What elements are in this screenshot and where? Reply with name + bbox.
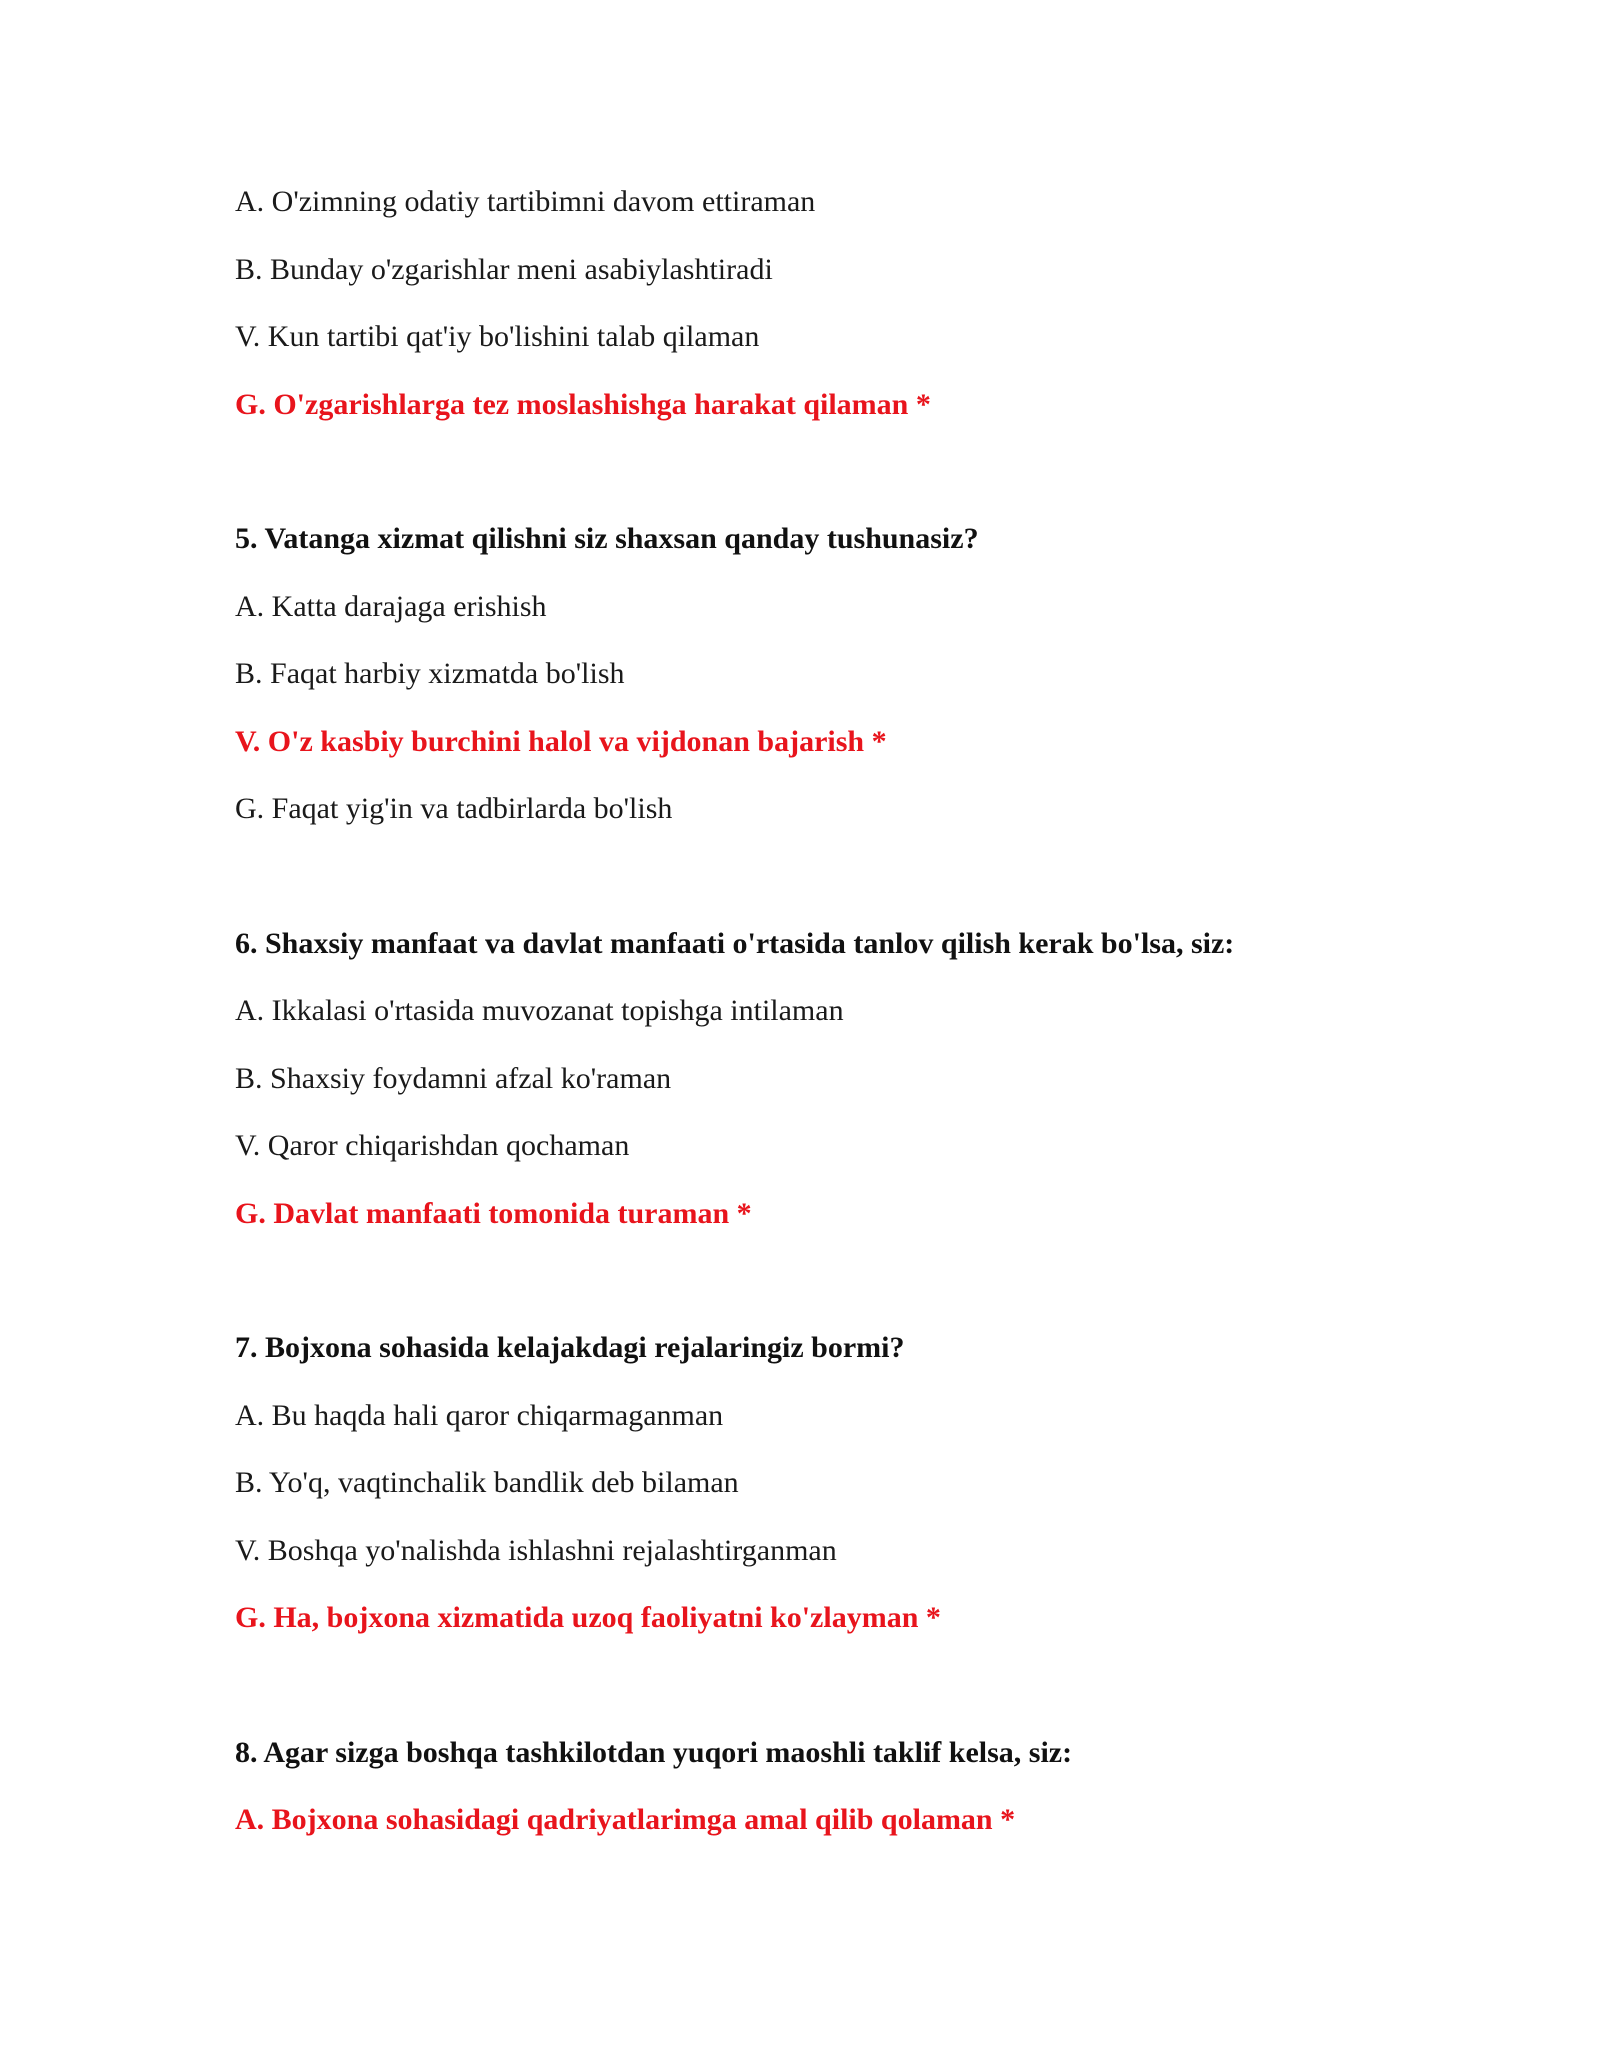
question-heading: 8. Agar sizga boshqa tashkilotdan yuqori maoshli taklif kelsa, siz: <box>235 1735 1073 1769</box>
question-heading: 6. Shaxsiy manfaat va davlat manfaati o'rtasida tanlov qilish kerak bo'lsa, siz: <box>235 926 1235 960</box>
block-spacer <box>235 1667 1435 1734</box>
question-block-4-continued <box>235 183 1435 424</box>
answer-option: B. Shaxsiy foydamni afzal ko'raman <box>235 1061 672 1095</box>
answer-option: B. Bunday o'zgarishlar meni asabiylashtiradi <box>235 252 773 286</box>
question-block-5 <box>235 520 1435 828</box>
question-block-6 <box>235 925 1435 1233</box>
answer-option: A. Ikkalasi o'rtasida muvozanat topishga intilaman <box>235 994 844 1027</box>
answer-option: A. O'zimning odatiy tartibimni davom ettiraman <box>235 185 816 218</box>
question-block-8 <box>235 1734 1435 1840</box>
answer-option: G. Faqat yig'in va tadbirlarda bo'lish <box>235 792 673 825</box>
block-spacer <box>235 1262 1435 1329</box>
question-heading: 7. Bojxona sohasida kelajakdagi rejalaringiz bormi? <box>235 1331 905 1364</box>
answer-option: V. Kun tartibi qat'iy bo'lishini talab qilaman <box>235 320 760 353</box>
answer-option: V. Boshqa yo'nalishda ishlashni rejalashtirganman <box>235 1533 837 1567</box>
quiz-content <box>235 183 1435 1869</box>
correct-answer-option: A. Bojxona sohasidagi qadriyatlarimga amal qilib qolaman * <box>235 1803 1016 1836</box>
answer-option: B. Faqat harbiy xizmatda bo'lish <box>235 657 625 690</box>
question-heading: 5. Vatanga xizmat qilishni siz shaxsan qanday tushunasiz? <box>235 522 979 555</box>
block-spacer <box>235 453 1435 520</box>
correct-answer-option: G. Davlat manfaati tomonida turaman * <box>235 1196 752 1230</box>
answer-option: V. Qaror chiqarishdan qochaman <box>235 1129 630 1162</box>
correct-answer-option: V. O'z kasbiy burchini halol va vijdonan bajarish * <box>235 724 887 758</box>
correct-answer-option: G. Ha, bojxona xizmatida uzoq faoliyatni ko'zlayman * <box>235 1601 941 1634</box>
question-block-7 <box>235 1329 1435 1637</box>
answer-option: B. Yo'q, vaqtinchalik bandlik deb bilaman <box>235 1466 739 1499</box>
correct-answer-option: G. O'zgarishlarga tez moslashishga harakat qilaman * <box>235 387 931 421</box>
answer-option: A. Bu haqda hali qaror chiqarmaganman <box>235 1398 724 1432</box>
answer-option: A. Katta darajaga erishish <box>235 589 547 623</box>
block-spacer <box>235 858 1435 925</box>
